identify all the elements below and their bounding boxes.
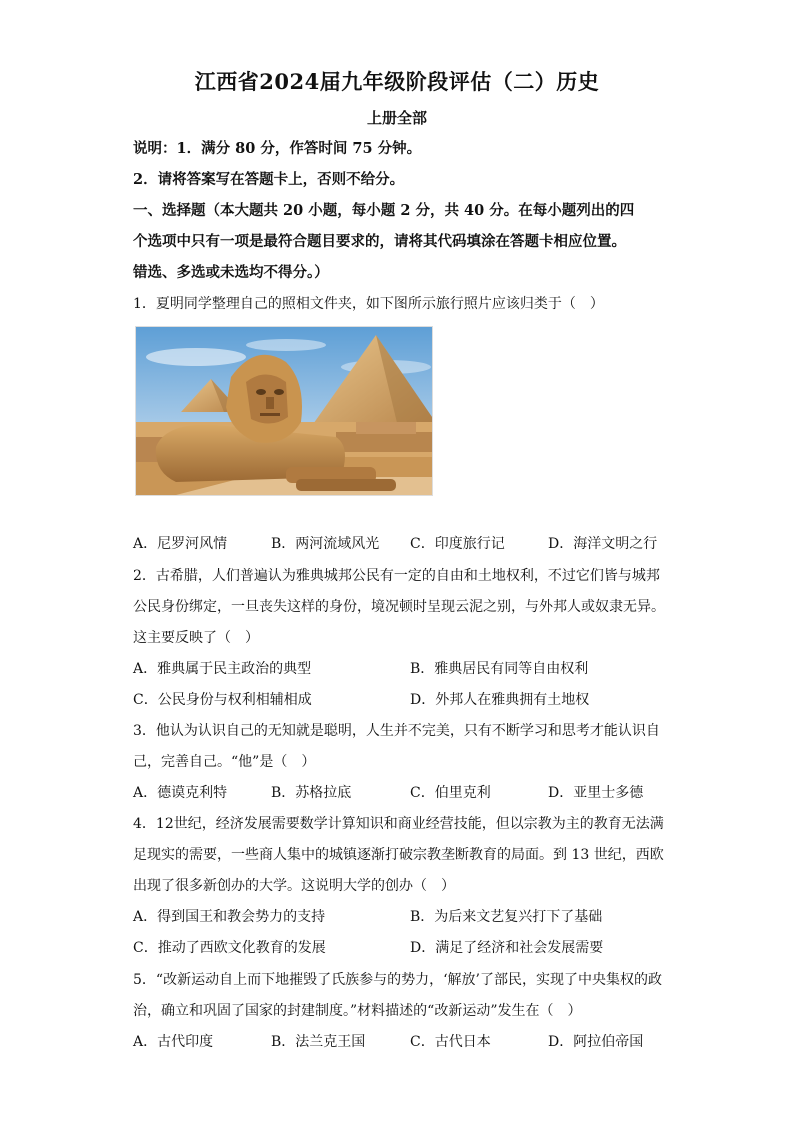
q3-option-b: B．苏格拉底	[271, 785, 352, 801]
q5-option-c: C．古代日本	[410, 1034, 491, 1050]
q3-option-d: D．亚里士多德	[548, 785, 644, 801]
q1-option-c: C．印度旅行记	[410, 536, 505, 552]
q3-stem-line-2: 己，完善自己。“他”是（ ）	[133, 754, 316, 770]
q5-option-a: A．古代印度	[133, 1034, 214, 1050]
section-heading-line-2: 个选项中只有一项是最符合题目要求的，请将其代码填涂在答题卡相应位置。	[133, 233, 626, 250]
q4-option-b: B．为后来文艺复兴打下了基础	[410, 909, 603, 925]
q1-option-d: D．海洋文明之行	[548, 536, 658, 552]
q5-option-b: B．法兰克王国	[271, 1034, 366, 1050]
q4-option-c: C．推动了西欧文化教育的发展	[133, 940, 326, 956]
q1-option-a: A．尼罗河风情	[133, 536, 228, 552]
q2-option-a: A．雅典属于民主政治的典型	[133, 661, 312, 677]
q3-stem-line-1: 3．他认为认识自己的无知就是聪明，人生并不完美，只有不断学习和思考才能认识自	[133, 723, 660, 739]
q2-stem-line-2: 公民身份绑定，一旦丧失这样的身份，境况顿时呈现云泥之别，与外邦人或奴隶无异。	[133, 599, 665, 615]
q4-option-d: D．满足了经济和社会发展需要	[410, 940, 604, 956]
q2-stem-line-1: 2．古希腊，人们普遍认为雅典城邦公民有一定的自由和土地权利，不过它们皆与城邦	[133, 568, 660, 584]
section-heading-line-3: 错选、多选或未选均不得分。）	[133, 264, 329, 281]
exam-title: 江西省2024届九年级阶段评估（二）历史	[194, 69, 600, 94]
instruction-line-1: 说明：1．满分 80 分，作答时间 75 分钟。	[133, 140, 422, 157]
q5-option-d: D．阿拉伯帝国	[548, 1034, 644, 1050]
q3-option-a: A．德谟克利特	[133, 785, 228, 801]
q4-stem-line-1: 4．12世纪，经济发展需要数学计算知识和商业经营技能，但以宗教为主的教育无法满	[133, 816, 664, 832]
q1-option-b: B．两河流域风光	[271, 536, 380, 552]
q4-stem-line-2: 足现实的需要，一些商人集中的城镇逐渐打破宗教垄断教育的局面。到 13 世纪，西欧	[133, 847, 664, 863]
instruction-line-2: 2．请将答案写在答题卡上，否则不给分。	[133, 171, 405, 188]
section-heading-line-1: 一、选择题（本大题共 20 小题，每小题 2 分，共 40 分。在每小题列出的四	[133, 202, 635, 219]
q2-option-d: D．外邦人在雅典拥有土地权	[410, 692, 590, 708]
q5-stem-line-2: 治，确立和巩固了国家的封建制度。”材料描述的“改新运动”发生在（ ）	[133, 1003, 582, 1019]
q3-option-c: C．伯里克利	[410, 785, 491, 801]
q2-option-c: C．公民身份与权利相辅相成	[133, 692, 312, 708]
q2-option-b: B．雅典居民有同等自由权利	[410, 661, 589, 677]
q4-stem-line-3: 出现了很多新创办的大学。这说明大学的创办（ ）	[133, 878, 455, 894]
q2-stem-line-3: 这主要反映了（ ）	[133, 630, 259, 646]
exam-subtitle: 上册全部	[366, 109, 427, 127]
q1-stem: 1．夏明同学整理自己的照相文件夹，如下图所示旅行照片应该归类于（ ）	[133, 296, 604, 312]
q4-option-a: A．得到国王和教会势力的支持	[133, 909, 326, 925]
sphinx-pyramids-photo	[135, 326, 433, 496]
q5-stem-line-1: 5．“改新运动自上而下地摧毁了氏族参与的势力，‘解放’了部民，实现了中央集权的政	[133, 972, 662, 988]
